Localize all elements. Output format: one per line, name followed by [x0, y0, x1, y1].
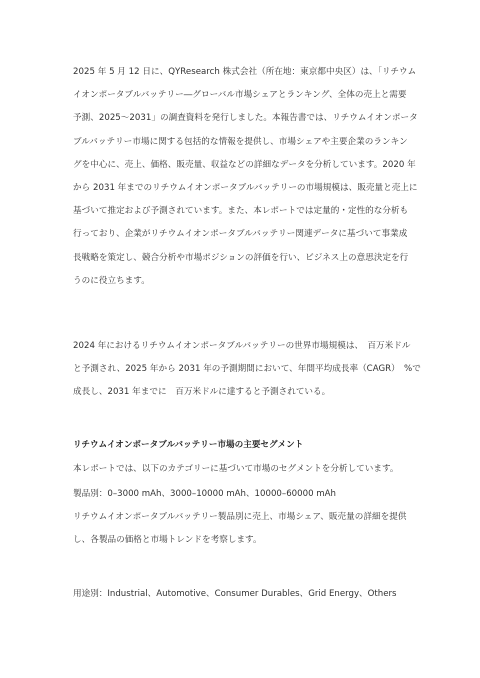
- by-product-description: [73, 506, 413, 552]
- intro-line: 長戦略を策定し、競合分析や市場ポジションの評価を行い、ビジネス上の意思決定を行: [73, 252, 409, 263]
- by-product-desc-line: リチウムイオンポータブルバッテリー製品別に売上、市場シェア、販売量の詳細を提供: [73, 512, 407, 522]
- market-size-paragraph: [73, 335, 421, 405]
- by-product-desc-line: し、各製品の価格と市場トレンドを考察します。: [73, 535, 262, 546]
- intro-line: ブルバッテリー市場に関する包括的な情報を提供し、市場シェアや主要企業のランキン: [73, 136, 408, 147]
- intro-paragraph: [73, 61, 418, 293]
- intro-line: グを中心に、売上、価格、販売量、収益などの詳細なデータを分析しています。2020 年: [73, 159, 416, 170]
- intro-line: 予測、2025～2031」の調査資料を発行しました。本報告書では、リチウムイオンポータ: [73, 113, 418, 124]
- by-application-line: 用途別：Industrial、Automotive、Consumer Durables、Grid Energy、Others: [73, 589, 397, 599]
- intro-line: 2025 年 5 月 12 日に、QYResearch 株式会社（所在地：東京都中央区）は、「リチウム: [73, 67, 417, 77]
- segments-intro: 本レポートでは、以下のカテゴリーに基づいて市場のセグメントを分析しています。: [73, 464, 399, 474]
- segments-heading: リチウムイオンポータブルバッテリー市場の主要セグメント: [73, 440, 304, 450]
- intro-line: 行っており、企業がリチウムイオンポータブルバッテリー関連データに基づいて事業成: [73, 229, 408, 240]
- market-size-line: 2024 年におけるリチウムイオンポータブルバッテリーの世界市場規模は、 百万米ドル: [73, 341, 411, 351]
- intro-line: 基づいて推定および予測されています。また、本レポートでは定量的・定性的な分析も: [73, 206, 409, 217]
- by-product-line: 製品別：0–3000 mAh、3000–10000 mAh、10000–60000 mAh: [73, 489, 336, 499]
- intro-line: から 2031 年までのリチウムイオンポータブルバッテリーの市場規模は、販売量と売上に: [73, 182, 418, 193]
- intro-line: うのに役立ちます。: [73, 275, 150, 286]
- market-size-line: 成長し、2031 年までに 百万米ドルに達すると予測されている。: [73, 387, 331, 398]
- market-size-line: と予測され、2025 年から 2031 年の予測期間において、年間平均成長率（CAGR） %で: [73, 364, 421, 375]
- intro-line: イオンポータブルバッテリー―グローバル市場シェアとランキング、全体の売上と需要: [73, 90, 407, 101]
